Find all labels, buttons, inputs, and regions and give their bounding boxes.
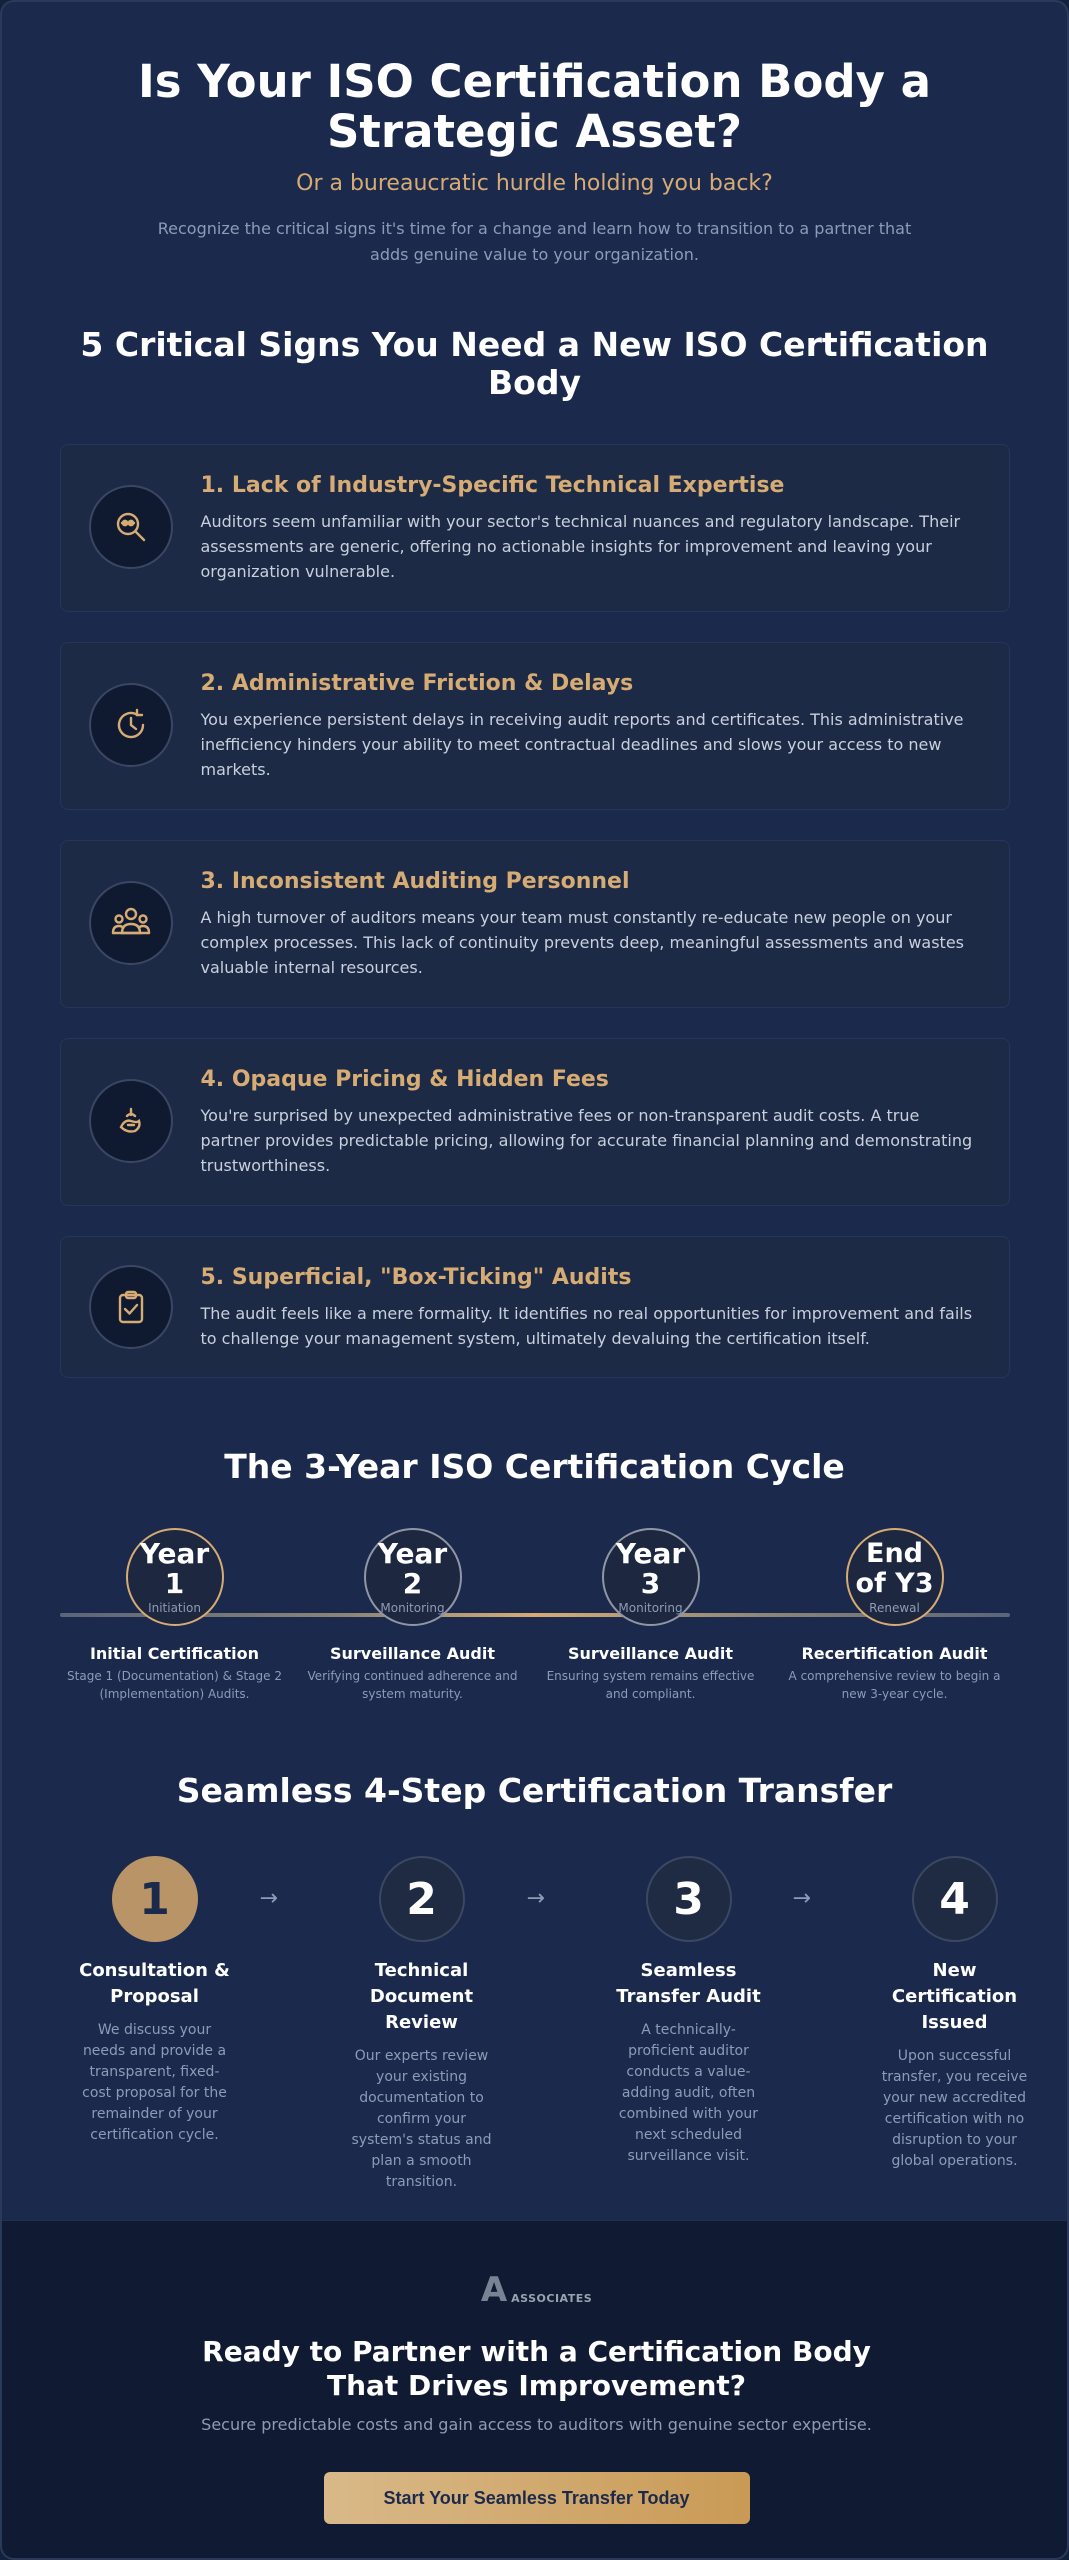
step-label: Consultation & Proposal bbox=[79, 1960, 230, 2007]
sign-card bbox=[60, 1038, 1010, 1206]
sign-text: The audit feels like a mere formality. It identifies no real opportunities for improvement and fails to challenge your management system, ultimately devaluing the certification itself. bbox=[200, 1304, 973, 1348]
cta-section bbox=[2, 2220, 1069, 2560]
transfer-steps bbox=[35, 1856, 1035, 2190]
sign-card bbox=[60, 1236, 1010, 1378]
page-title: Is Your ISO Certification Body a Strategic Asset? bbox=[138, 55, 931, 158]
step-number: 2 bbox=[379, 1856, 465, 1942]
sign-card bbox=[60, 840, 1010, 1008]
hero-header bbox=[2, 2, 1067, 268]
timeline-desc: Verifying continued adherence and system maturity. bbox=[307, 1669, 518, 1701]
expertise-search-icon bbox=[89, 485, 173, 569]
timeline-desc: Ensuring system remains effective and compliant. bbox=[546, 1669, 755, 1701]
transfer-step bbox=[337, 1856, 507, 2193]
signs-list bbox=[2, 444, 1067, 1378]
step-desc: Upon successful transfer, you receive your new accredited certification with no disruption to your global operations. bbox=[881, 2048, 1028, 2169]
timeline-year: Year 1 bbox=[139, 1537, 210, 1600]
sign-card bbox=[60, 642, 1010, 810]
timeline-marker bbox=[602, 1528, 700, 1626]
clock-history-icon bbox=[89, 683, 173, 767]
intro-text: Recognize the critical signs it's time for a change and learn how to transition to a partner that adds genuine value to your organization. bbox=[157, 219, 912, 264]
timeline-year: Year 3 bbox=[615, 1537, 686, 1600]
cta-subtitle: Secure predictable costs and gain access to auditors with genuine sector expertise. bbox=[201, 2415, 872, 2434]
clipboard-check-icon bbox=[89, 1265, 173, 1349]
arrow-right-icon: → bbox=[792, 1886, 811, 1911]
timeline-marker bbox=[846, 1528, 944, 1626]
arrow-right-icon: → bbox=[259, 1886, 278, 1911]
sign-text: You're surprised by unexpected administrative fees or non-transparent audit costs. A true partner provides predictable pricing, allowing for accurate financial planning and demonstrating trustworthiness. bbox=[200, 1106, 973, 1175]
timeline-label: Initial Certification bbox=[89, 1644, 260, 1663]
signs-section-title: 5 Critical Signs You Need a New ISO Certification Body bbox=[80, 325, 989, 402]
cycle-section-title: The 3-Year ISO Certification Cycle bbox=[224, 1447, 845, 1486]
timeline-phase: Monitoring bbox=[618, 1601, 683, 1615]
step-desc: A technically-proficient auditor conducts a value-adding audit, often combined with your next scheduled surveillance visit. bbox=[618, 2022, 759, 2164]
cta-title: Ready to Partner with a Certification Body That Drives Improvement? bbox=[202, 2335, 871, 2402]
start-transfer-button[interactable]: Start Your Seamless Transfer Today bbox=[324, 2472, 750, 2524]
timeline-year: Year 2 bbox=[377, 1537, 448, 1600]
company-logo bbox=[480, 2270, 593, 2310]
timeline-desc: A comprehensive review to begin a new 3-year cycle. bbox=[788, 1669, 1001, 1701]
money-hand-icon bbox=[89, 1079, 173, 1163]
timeline-phase: Monitoring bbox=[380, 1601, 445, 1615]
step-number: 3 bbox=[646, 1856, 732, 1942]
certification-timeline bbox=[60, 1528, 1010, 1728]
sign-title: 1. Lack of Industry-Specific Technical Expertise bbox=[200, 473, 785, 498]
sign-title: 3. Inconsistent Auditing Personnel bbox=[200, 869, 630, 894]
arrow-right-icon: → bbox=[526, 1886, 545, 1911]
sign-text: Auditors seem unfamiliar with your sector's technical nuances and regulatory landscape. Their assessments are generic, offering no actionable insights for improvement and leaving your organization vulnerable. bbox=[200, 512, 961, 581]
step-label: Seamless Transfer Audit bbox=[616, 1960, 761, 2007]
timeline-label: Surveillance Audit bbox=[330, 1644, 495, 1663]
timeline-marker bbox=[364, 1528, 462, 1626]
people-group-icon bbox=[89, 881, 173, 965]
transfer-step bbox=[604, 1856, 774, 2167]
timeline-item bbox=[60, 1528, 290, 1703]
sign-title: 4. Opaque Pricing & Hidden Fees bbox=[200, 1067, 609, 1092]
page-subtitle: Or a bureaucratic hurdle holding you back? bbox=[296, 171, 773, 196]
timeline-label: Recertification Audit bbox=[801, 1644, 988, 1663]
logo-mark: A bbox=[480, 2270, 508, 2310]
sign-text: A high turnover of auditors means your team must constantly re-educate new people on your complex processes. This lack of continuity prevents deep, meaningful assessments and wastes valuable internal resources. bbox=[200, 908, 965, 977]
sign-text: You experience persistent delays in receiving audit reports and certificates. This administrative inefficiency hinders your ability to meet contractual deadlines and slows your access to new markets. bbox=[200, 710, 964, 779]
sign-card bbox=[60, 444, 1010, 612]
logo-text: ASSOCIATES bbox=[511, 2292, 593, 2305]
transfer-section-title: Seamless 4-Step Certification Transfer bbox=[176, 1771, 893, 1810]
step-number: 1 bbox=[112, 1856, 198, 1942]
transfer-step bbox=[70, 1856, 240, 2146]
timeline-item bbox=[298, 1528, 528, 1703]
step-desc: Our experts review your existing documentation to confirm your system's status and plan a smooth transition. bbox=[351, 2048, 492, 2190]
timeline-label: Surveillance Audit bbox=[568, 1644, 733, 1663]
timeline-year: End of Y3 bbox=[855, 1538, 934, 1599]
step-desc: We discuss your needs and provide a transparent, fixed-cost proposal for the remainder of your certification cycle. bbox=[82, 2022, 227, 2143]
timeline-desc: Stage 1 (Documentation) & Stage 2 (Implementation) Audits. bbox=[67, 1669, 282, 1701]
step-label: New Certification Issued bbox=[891, 1960, 1018, 2033]
sign-title: 5. Superficial, "Box-Ticking" Audits bbox=[200, 1265, 632, 1290]
sign-title: 2. Administrative Friction & Delays bbox=[200, 671, 634, 696]
step-label: Technical Document Review bbox=[369, 1960, 474, 2033]
timeline-item bbox=[780, 1528, 1010, 1703]
timeline-item bbox=[536, 1528, 766, 1703]
timeline-phase: Renewal bbox=[869, 1601, 920, 1615]
timeline-phase: Initiation bbox=[148, 1601, 201, 1615]
timeline-marker bbox=[126, 1528, 224, 1626]
transfer-step bbox=[870, 1856, 1040, 2172]
step-number: 4 bbox=[912, 1856, 998, 1942]
